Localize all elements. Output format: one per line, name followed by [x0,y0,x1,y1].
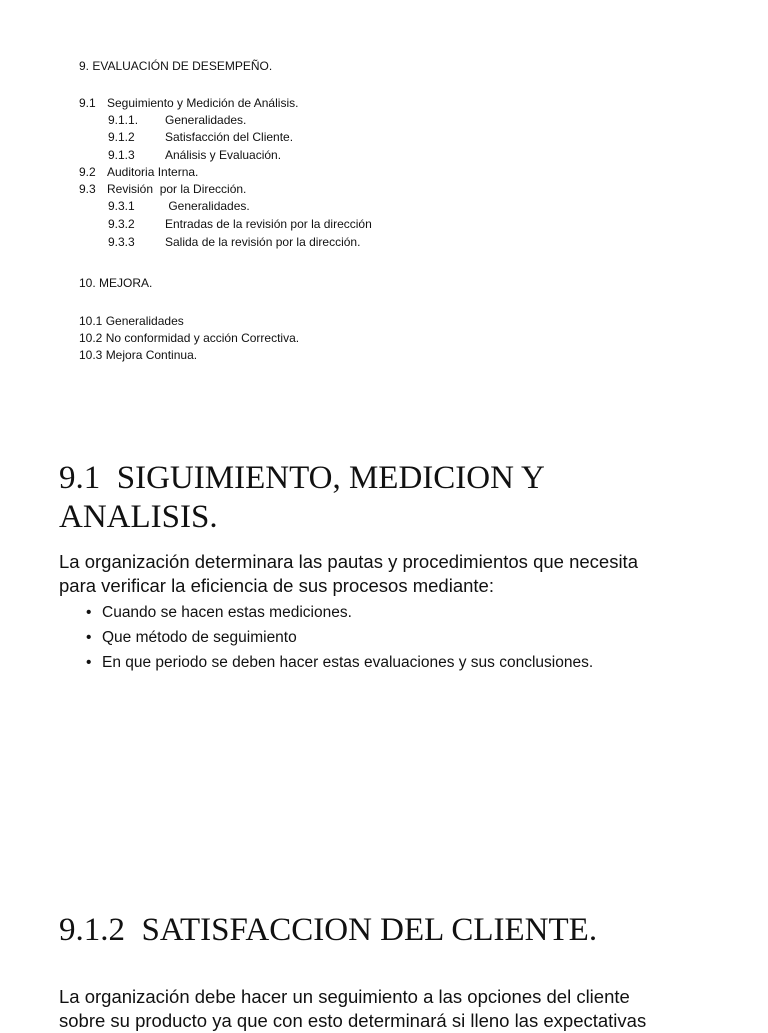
list-item-text: Cuando se hacen estas mediciones. [102,604,352,621]
section-heading [59,459,739,537]
toc-item-number: 9.1.2 [108,130,135,144]
toc-item-label: Revisión por la Dirección. [107,182,247,196]
bullet-list [86,602,593,677]
list-item-text: En que periodo se deben hacer estas evaluaciones y sus conclusiones. [102,654,594,671]
toc-item-number: 9.2 [79,165,96,179]
toc-item [79,181,246,198]
toc-item [79,95,298,112]
toc-item-label: Generalidades. [165,199,250,213]
toc-chapter-10: 10. MEJORA. [79,276,153,290]
list-item [86,602,593,627]
toc-item-number: 9.3.3 [108,235,135,249]
toc-item-label: Salida de la revisión por la dirección. [165,235,361,249]
toc-item [79,164,198,181]
toc-item-number: 9.1.3 [108,148,135,162]
toc-item [108,129,293,146]
toc-item [108,112,246,129]
paragraph-line: La organización determinara las pautas y procedimientos que necesita [59,551,638,572]
toc-item-number: 9.3.1 [108,199,135,213]
section-heading: 9.1.2 SATISFACCION DEL CLIENTE. [59,912,598,948]
toc-item-label: Entradas de la revisión por la dirección [165,217,372,231]
toc-item-number: 9.3.2 [108,217,135,231]
toc-item-number: 9.1 [79,96,96,110]
toc-item-label: Análisis y Evaluación. [165,148,282,162]
toc-item-label: Generalidades. [165,113,247,127]
toc-item-label: Seguimiento y Medición de Análisis. [107,96,299,110]
toc-item [108,234,360,251]
toc-item-number: 9.3 [79,182,96,196]
toc-item [108,147,281,164]
section-heading-line: 9.1 SIGUIMIENTO, MEDICION Y [59,460,545,496]
toc-chapter-9: 9. EVALUACIÓN DE DESEMPEÑO. [79,59,273,73]
toc-item [108,198,250,215]
paragraph-line: sobre su producto ya que con esto determinará si lleno las expectativas [59,1010,647,1031]
section-paragraph [59,550,749,598]
paragraph-line: La organización debe hacer un seguimiento a las opciones del cliente [59,986,630,1007]
toc-item: 10.2 No conformidad y acción Correctiva. [79,331,300,345]
list-item [86,652,593,677]
toc-item: 10.3 Mejora Continua. [79,348,198,362]
bullet-icon: • [86,629,92,646]
section-heading-line: ANALISIS. [59,499,218,535]
list-item [86,627,593,652]
toc-item [108,216,372,233]
section-paragraph [59,985,749,1033]
toc-item-number: 9.1.1. [108,113,139,127]
toc-item-label: Auditoria Interna. [107,165,199,179]
paragraph-line: para verificar la eficiencia de sus procesos mediante: [59,575,494,596]
bullet-icon: • [86,654,92,671]
toc-item-label: Satisfacción del Cliente. [165,130,294,144]
bullet-icon: • [86,604,92,621]
list-item-text: Que método de seguimiento [102,629,297,646]
toc-item: 10.1 Generalidades [79,314,184,328]
